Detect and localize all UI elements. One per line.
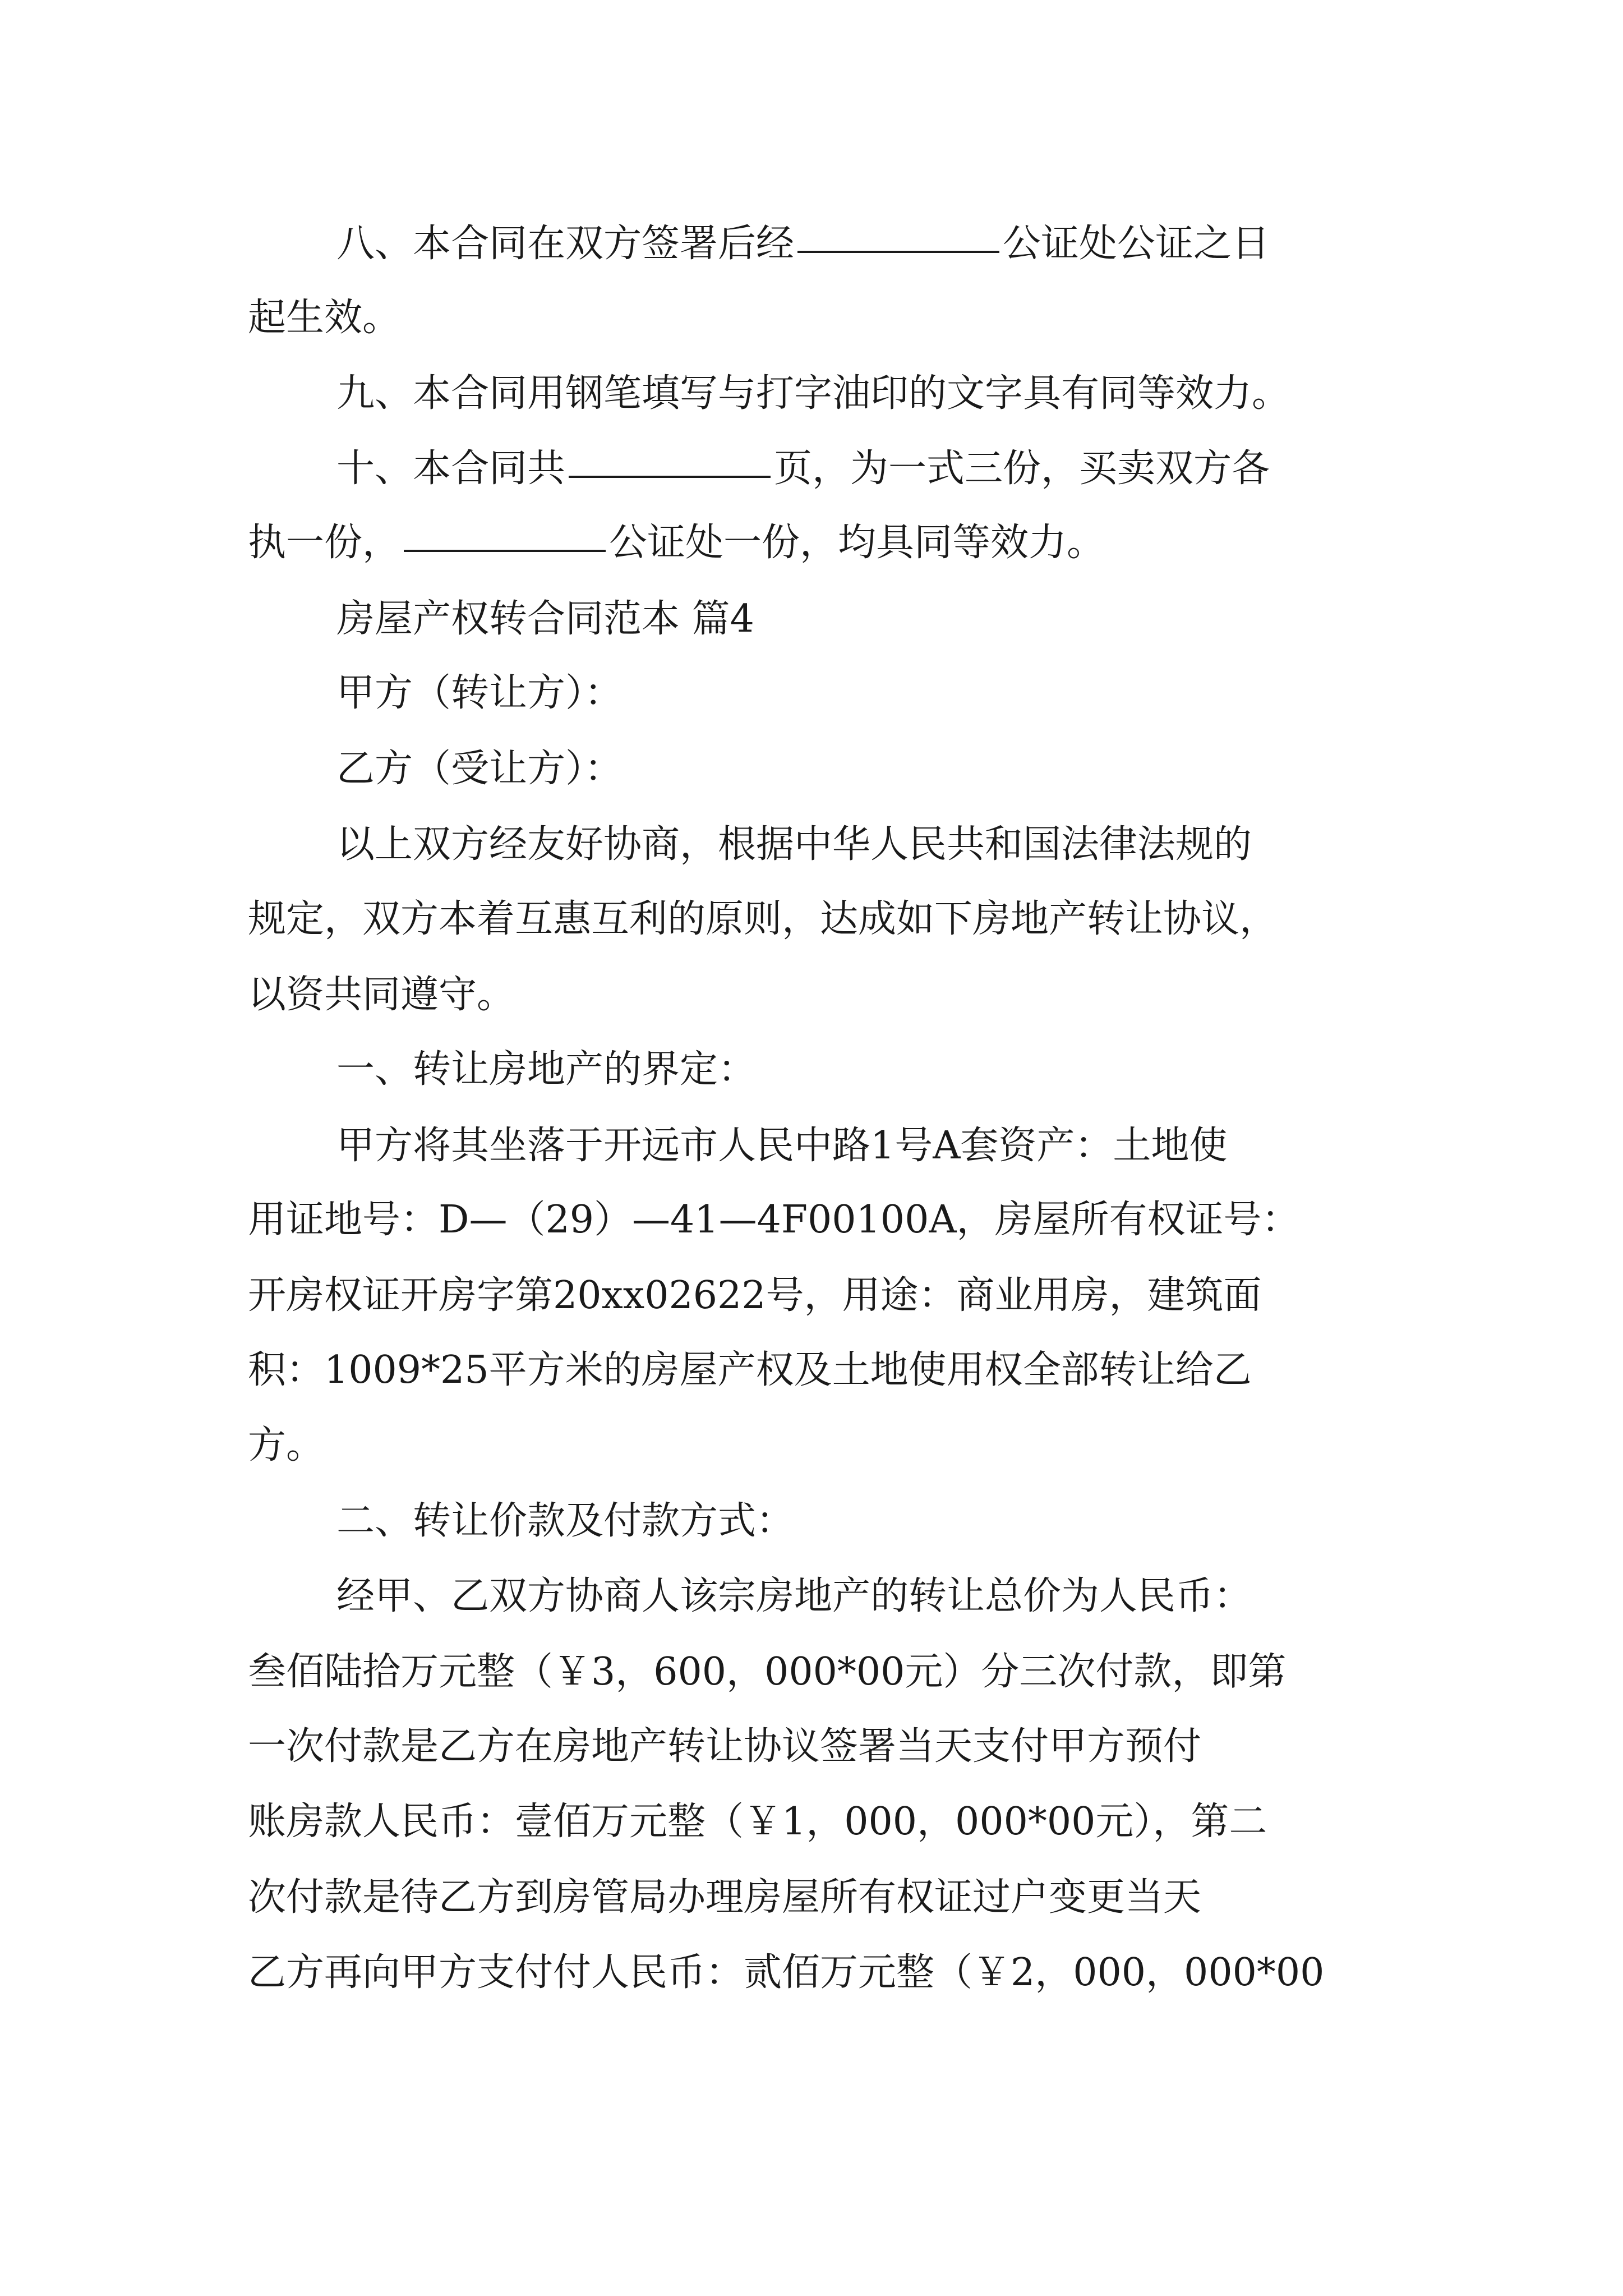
text: 十、本合同共 — [336, 447, 566, 491]
clause-9: 九、本合同用钢笔填写与打字油印的文字具有同等效力。 — [336, 371, 1290, 416]
article-1-heading: 一、转让房地产的界定： — [336, 1047, 757, 1092]
article-1-line-1: 甲方将其坐落于开远市人民中路1号A套资产：土地使 — [336, 1124, 1228, 1168]
party-b-line: 乙方（受让方）： — [336, 747, 623, 791]
article-2-line-2: 叁佰陆拾万元整（￥3，600，000*00元）分三次付款，即第 — [248, 1650, 1287, 1694]
article-1-line-2: 用证地号：D—（29）—41—4F00100A，房屋所有权证号： — [248, 1198, 1300, 1242]
text: 公证处一份，均具同等效力。 — [609, 521, 1105, 565]
text: 页，为一式三份，买卖双方各 — [774, 447, 1270, 491]
text: 执一份， — [248, 521, 401, 565]
preamble-line-3: 以资共同遵守。 — [248, 973, 515, 1017]
clause-8-line-2: 起生效。 — [248, 296, 401, 340]
article-2-heading: 二、转让价款及付款方式： — [336, 1499, 795, 1543]
article-2-line-4: 账房款人民币：壹佰万元整（￥1，000，000*00元），第二 — [248, 1800, 1267, 1844]
party-a-line: 甲方（转让方）： — [336, 671, 623, 715]
article-2-line-3: 一次付款是乙方在房地产转让协议签署当天支付甲方预付 — [248, 1724, 1202, 1769]
section-heading: 房屋产权转合同范本 篇4 — [336, 597, 754, 641]
fill-in-blank — [569, 476, 771, 478]
article-1-line-3: 开房权证开房字第20xx02622号，用途：商业用房，建筑面 — [248, 1273, 1262, 1318]
fill-in-blank — [404, 550, 606, 552]
clause-10-line-2 — [248, 518, 1105, 568]
clause-8-line-1 — [336, 219, 1270, 269]
preamble-line-1: 以上双方经友好协商，根据中华人民共和国法律法规的 — [336, 822, 1252, 867]
preamble-line-2: 规定，双方本着互惠互利的原则，达成如下房地产转让协议， — [248, 897, 1278, 941]
clause-10-line-1 — [336, 444, 1270, 494]
fill-in-blank — [797, 251, 999, 253]
article-1-line-5: 方。 — [248, 1423, 325, 1467]
article-1-line-4: 积：1009*25平方米的房屋产权及土地使用权全部转让给乙 — [248, 1348, 1252, 1392]
text: 公证处公证之日 — [1003, 222, 1270, 266]
article-2-line-1: 经甲、乙双方协商人该宗房地产的转让总价为人民币： — [336, 1574, 1252, 1618]
text: 八、本合同在双方签署后经 — [336, 222, 795, 266]
article-2-line-6: 乙方再向甲方支付付人民币：贰佰万元整（￥2，000，000*00 — [248, 1950, 1325, 1995]
article-2-line-5: 次付款是待乙方到房管局办理房屋所有权证过户变更当天 — [248, 1875, 1202, 1920]
